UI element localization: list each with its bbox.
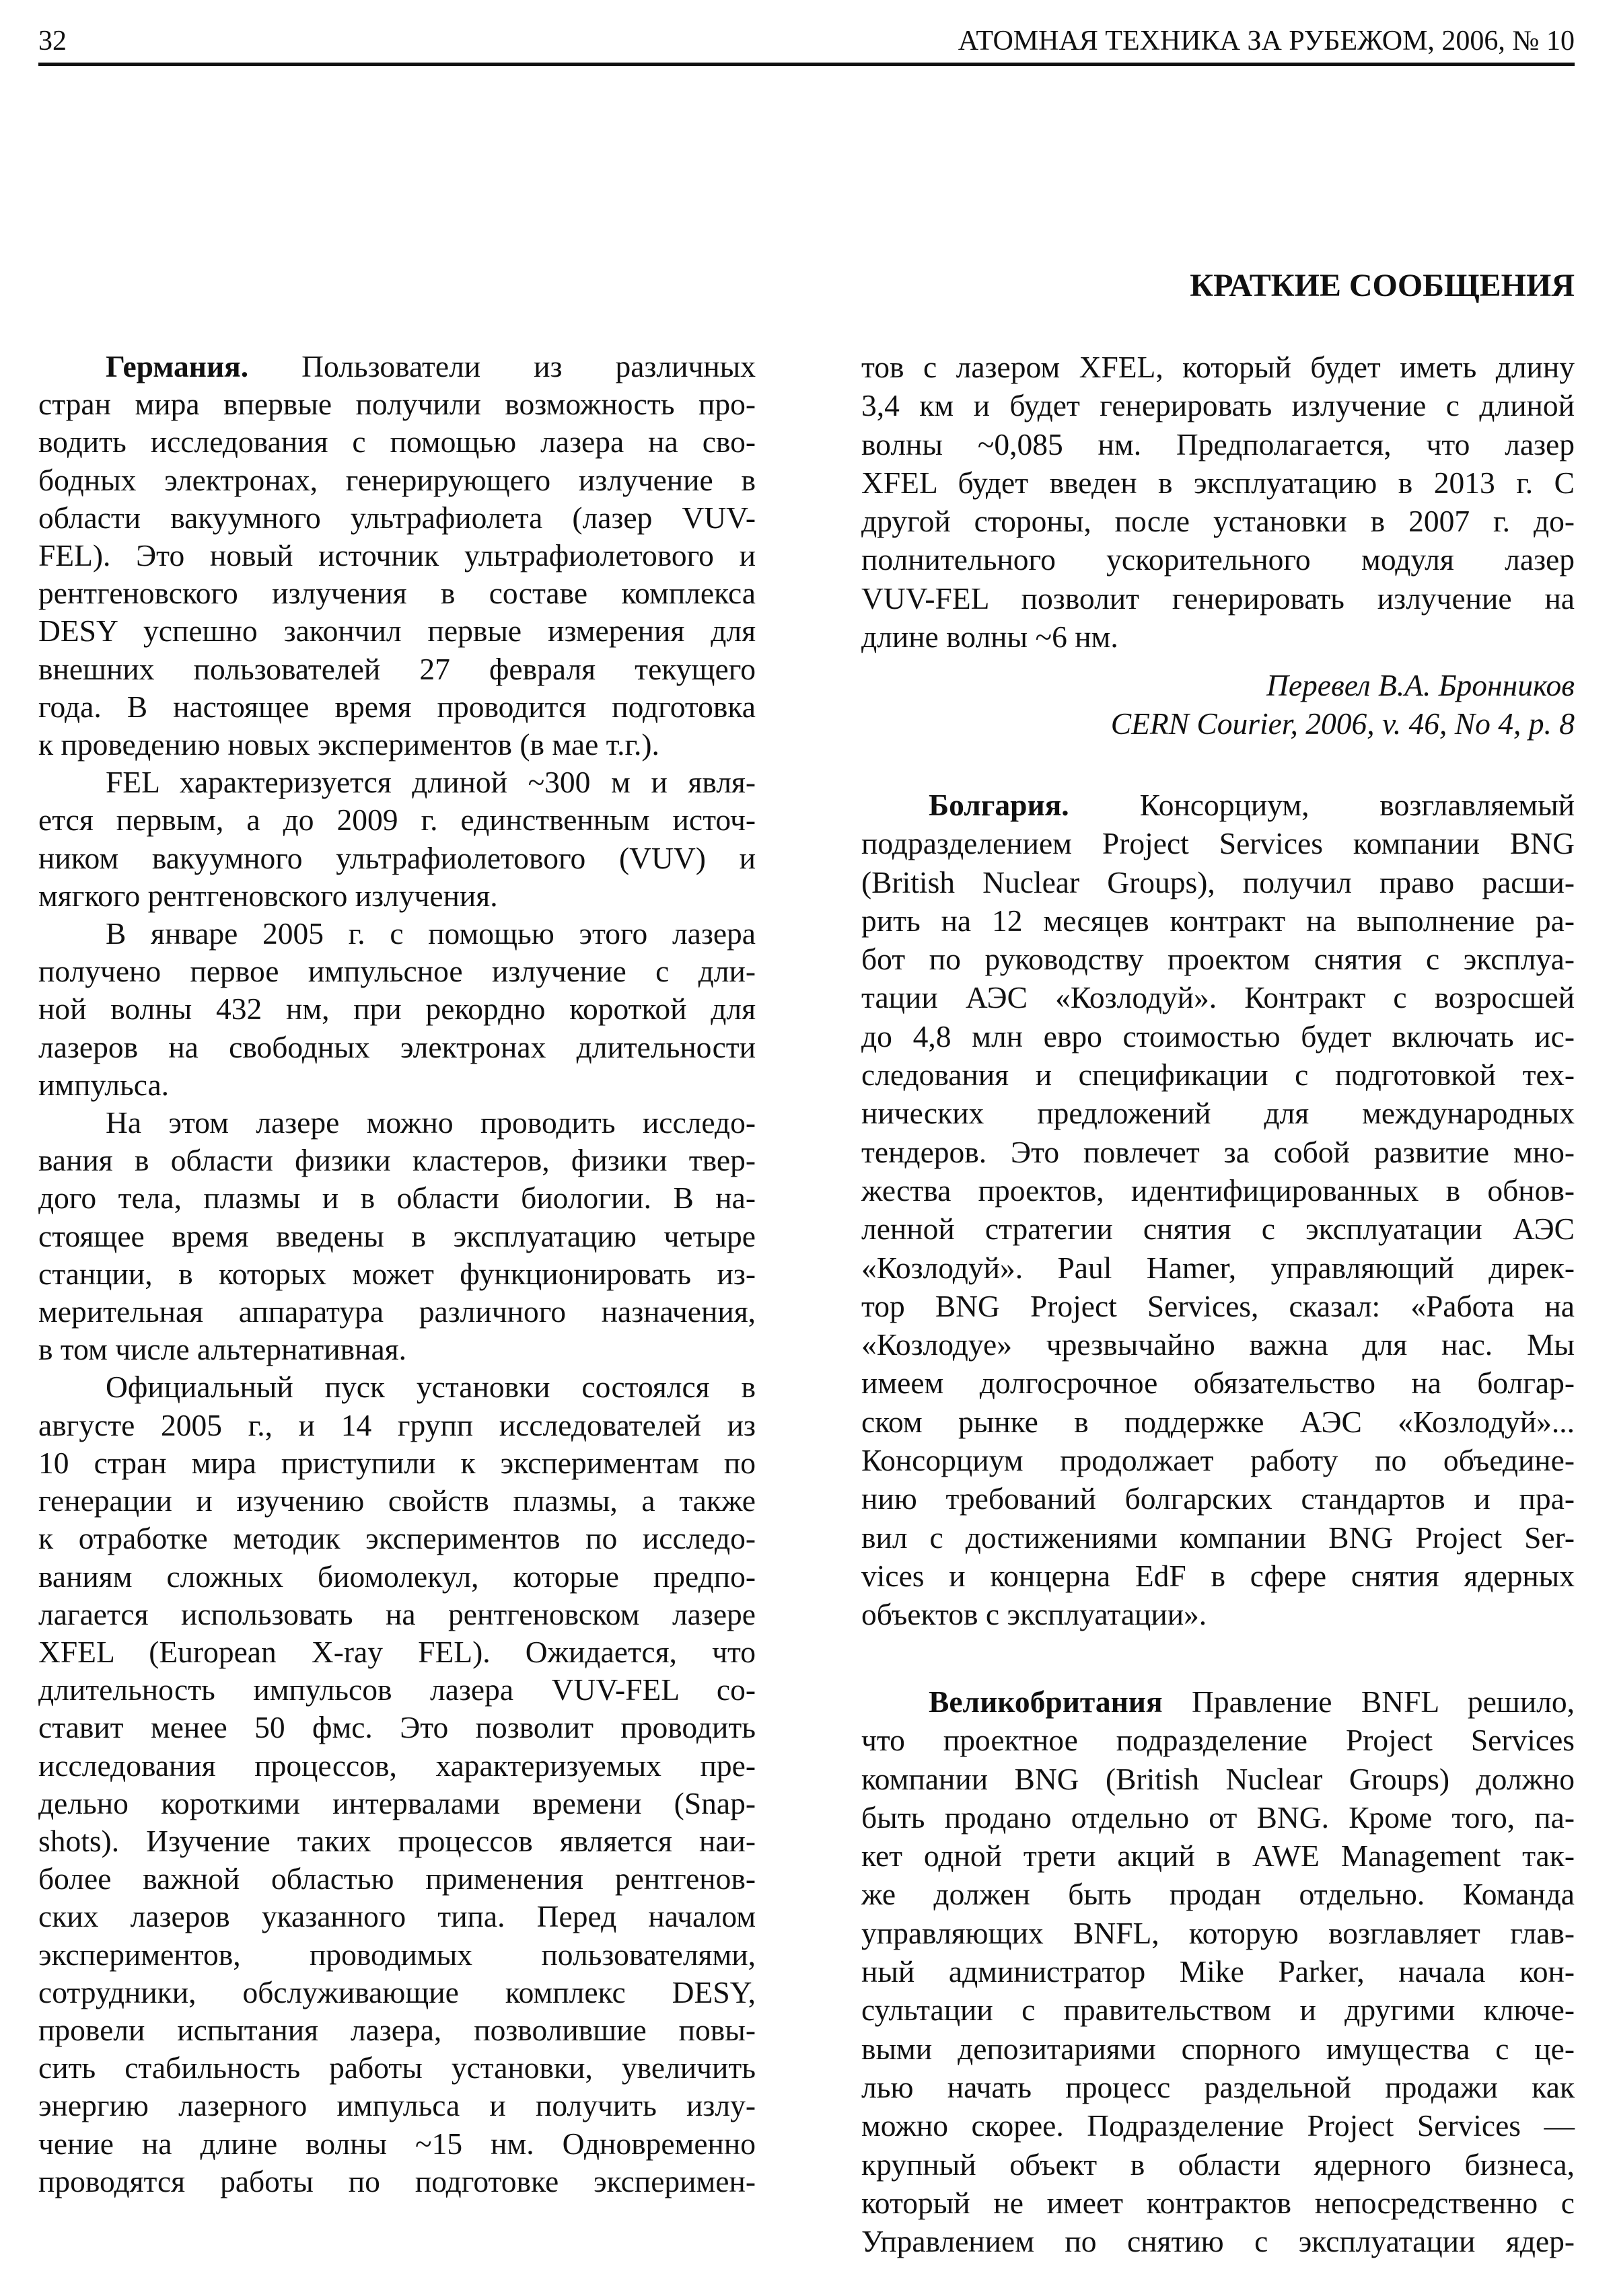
- header-rule: [38, 63, 1575, 66]
- text-line: [38, 840, 756, 877]
- text-line: [38, 1218, 756, 1255]
- line-text: имеем долгосрочное обязательство на болгар-: [861, 1366, 1575, 1401]
- line-text: мерительная аппаратура различного назначения,: [38, 1294, 756, 1329]
- text-line: [38, 1822, 756, 1860]
- text-line: [38, 385, 756, 423]
- text-line: [38, 1029, 756, 1066]
- line-text: объектов с эксплуатации».: [861, 1597, 1207, 1632]
- text-line: [38, 1974, 756, 2011]
- line-text: Пользователи из различных: [301, 349, 756, 383]
- line-text: В январе 2005 г. с помощью этого лазера: [106, 916, 756, 951]
- text-line: [38, 1482, 756, 1520]
- text-line: [861, 2184, 1575, 2222]
- text-line: [38, 348, 756, 385]
- line-text: тации АЭС «Козлодуй». Контракт с возросшей: [861, 980, 1575, 1015]
- text-line: [861, 1210, 1575, 1248]
- text-line: [38, 537, 756, 575]
- text-line: [38, 1633, 756, 1671]
- line-text: сить стабильность работы установки, увеличить: [38, 2050, 756, 2085]
- source-citation: CERN Courier, 2006, v. 46, No 4, p. 8: [1110, 706, 1575, 741]
- text-line: [38, 651, 756, 688]
- line-text: генерации и изучению свойств плазмы, а также: [38, 1483, 756, 1518]
- line-text: в том числе альтернативная.: [38, 1332, 406, 1367]
- text-line: тов с лазером XFEL, который будет иметь длину: [861, 350, 1575, 384]
- line-text: вил с достижениями компании BNG Project Ser-: [861, 1520, 1575, 1555]
- text-line: [861, 1595, 1575, 1633]
- paragraph-lead: Болгария.: [929, 788, 1069, 822]
- text-line: [861, 1721, 1575, 1759]
- line-text: проводятся работы по подготовке эксперимен-: [38, 2163, 756, 2198]
- text-line: [861, 1171, 1575, 1210]
- line-text: FEL). Это новый источник ультрафиолетового и: [38, 538, 756, 573]
- text-line: [38, 1520, 756, 1557]
- line-text: ваниям сложных биомолекул, которые предпо-: [38, 1559, 756, 1594]
- line-text: На этом лазере можно проводить исследо-: [106, 1105, 756, 1140]
- line-text: (British Nuclear Groups), получил право расши-: [861, 864, 1575, 899]
- line-text: «Козлодуе» чрезвычайно важна для нас. Мы: [861, 1327, 1575, 1362]
- line-text: к проведению новых экспериментов (в мае т.г.).: [38, 727, 659, 762]
- text-line: [861, 2030, 1575, 2068]
- line-text: кет одной трети акций в AWE Management так-: [861, 1839, 1575, 1874]
- text-line: [38, 1293, 756, 1331]
- text-line: [861, 1325, 1575, 1364]
- text-line: [38, 953, 756, 990]
- journal-running-title: АТОМНАЯ ТЕХНИКА ЗА РУБЕЖОМ, 2006, № 10: [958, 26, 1575, 57]
- line-text: ском рынке в поддержке АЭС «Козлодуй»...: [861, 1404, 1575, 1439]
- text-line: [38, 1255, 756, 1293]
- text-line: [38, 1671, 756, 1709]
- text-line: [38, 2087, 756, 2124]
- text-line: [38, 1898, 756, 1935]
- text-line: [38, 1936, 756, 1974]
- text-line: [861, 1914, 1575, 1952]
- text-line: [861, 901, 1575, 940]
- line-text: нических предложений для международных: [861, 1096, 1575, 1131]
- line-text: провели испытания лазера, позволившие повы-: [38, 2012, 756, 2047]
- germany-continuation: [861, 348, 1575, 656]
- line-text: стран мира впервые получили возможность про-: [38, 387, 756, 422]
- text-line: [38, 499, 756, 537]
- line-text: крупный объект в области ядерного бизнеса,: [861, 2147, 1575, 2182]
- line-text: тор BNG Project Services, сказал: «Работа на: [861, 1288, 1575, 1323]
- line-text: жества проектов, идентифицированных в обнов-: [861, 1173, 1575, 1208]
- text-line: [861, 2106, 1575, 2145]
- text-line: [861, 1991, 1575, 2029]
- text-line: XFEL будет введен в эксплуатацию в 2013 г. С: [861, 465, 1575, 500]
- line-text: дельно короткими интервалами времени (Snap-: [38, 1785, 756, 1820]
- text-line: волны ~0,085 нм. Предполагается, что лазер: [861, 427, 1575, 461]
- line-text: года. В настоящее время проводится подготовка: [38, 689, 756, 724]
- text-line: [861, 1287, 1575, 1325]
- text-line: [861, 824, 1575, 862]
- line-text: Правление BNFL решило,: [1192, 1684, 1575, 1719]
- text-line: [861, 1133, 1575, 1171]
- line-text: тендеров. Это повлечет за собой развитие мно-: [861, 1134, 1575, 1169]
- line-text: водить исследования с помощью лазера на сво-: [38, 424, 756, 459]
- line-text: 10 стран мира приступили к экспериментам по: [38, 1445, 756, 1480]
- section-title: КРАТКИЕ СООБЩЕНИЯ: [1190, 268, 1575, 303]
- text-line: [861, 1094, 1575, 1132]
- line-text: длительность импульсов лазера VUV-FEL со-: [38, 1672, 756, 1707]
- text-line: [861, 863, 1575, 901]
- line-text: до 4,8 млн евро стоимостью будет включать ис-: [861, 1019, 1575, 1053]
- line-text: ником вакуумного ультрафиолетового (VUV) и: [38, 840, 756, 875]
- text-line: [861, 1479, 1575, 1518]
- text-line: [38, 688, 756, 726]
- line-text: Консорциум, возглавляемый: [1139, 788, 1575, 822]
- line-text: импульса.: [38, 1067, 170, 1102]
- text-line: [861, 2145, 1575, 2184]
- paragraph-lead: Германия.: [106, 349, 249, 383]
- line-text: следования и спецификации с подготовкой тех-: [861, 1058, 1575, 1093]
- text-line: [38, 1785, 756, 1822]
- line-text: лазеров на свободных электронах длительности: [38, 1029, 756, 1064]
- text-line: [38, 1368, 756, 1406]
- text-line: [38, 877, 756, 915]
- text-line: [38, 915, 756, 953]
- line-text: энергию лазерного импульса и получить излу-: [38, 2088, 756, 2123]
- line-text: исследования процессов, характеризуемых пре-: [38, 1748, 756, 1783]
- text-line: [38, 764, 756, 801]
- line-text: экспериментов, проводимых пользователями,: [38, 1937, 756, 1972]
- text-line: [861, 1760, 1575, 1798]
- bulgaria-article: [861, 786, 1575, 1634]
- text-line: [38, 1179, 756, 1217]
- line-text: FEL характеризуется длиной ~300 м и явля-: [106, 765, 756, 800]
- line-text: стоящее время введены в эксплуатацию четыре: [38, 1218, 756, 1253]
- text-line: 3,4 км и будет генерировать излучение с длиной: [861, 388, 1575, 423]
- line-text: бодных электронах, генерирующего излучение в: [38, 462, 756, 497]
- line-text: что проектное подразделение Project Services: [861, 1723, 1575, 1758]
- text-line: [861, 1403, 1575, 1441]
- text-line: [38, 1142, 756, 1179]
- line-text: ских лазеров указанного типа. Перед началом: [38, 1899, 756, 1934]
- text-line: [38, 612, 756, 650]
- line-text: внешних пользователей 27 февраля текущего: [38, 651, 756, 686]
- text-line: [861, 1249, 1575, 1287]
- text-line: [861, 1875, 1575, 1913]
- text-line: [38, 2125, 756, 2163]
- line-text: XFEL (European X-ray FEL). Ожидается, что: [38, 1634, 756, 1669]
- text-line: [861, 1441, 1575, 1479]
- line-text: ется первым, а до 2009 г. единственным источ-: [38, 803, 756, 838]
- text-line: [861, 2222, 1575, 2260]
- line-text: августе 2005 г., и 14 групп исследователей из: [38, 1407, 756, 1442]
- text-line: [861, 1952, 1575, 1991]
- text-line: [861, 1837, 1575, 1875]
- line-text: лью начать процесс раздельной продажи как: [861, 2069, 1575, 2104]
- line-text: лагается использовать на рентгеновском лазере: [38, 1596, 756, 1631]
- text-line: [861, 940, 1575, 978]
- text-line: [861, 1518, 1575, 1557]
- text-line: [38, 1104, 756, 1142]
- line-text: быть продано отдельно от BNG. Кроме того, па-: [861, 1800, 1575, 1835]
- text-line: [861, 1557, 1575, 1595]
- text-line: [38, 423, 756, 461]
- text-line: [861, 1798, 1575, 1837]
- translator-credit: Перевел В.А. Бронников: [1266, 668, 1575, 702]
- text-line: [38, 2011, 756, 2049]
- text-line: [38, 1444, 756, 1482]
- uk-article: [861, 1682, 1575, 2260]
- line-text: бот по руководству проектом снятия с эксплуа-: [861, 942, 1575, 977]
- line-text: рить на 12 месяцев контракт на выполнение ра-: [861, 903, 1575, 938]
- text-line: [861, 786, 1575, 824]
- line-text: управляющих BNFL, которую возглавляет глав-: [861, 1915, 1575, 1950]
- text-line: VUV-FEL позволит генерировать излучение на: [861, 581, 1575, 616]
- text-line: [38, 1407, 756, 1444]
- text-line: [861, 1364, 1575, 1402]
- line-text: мягкого рентгеновского излучения.: [38, 878, 498, 913]
- line-text: который не имеет контрактов непосредственно с: [861, 2185, 1575, 2220]
- text-line: [38, 1709, 756, 1746]
- line-text: сультации с правительством и другими ключе-: [861, 1993, 1575, 2028]
- page-number: 32: [38, 26, 67, 57]
- line-text: DESY успешно закончил первые измерения для: [38, 614, 756, 649]
- line-text: чение на длине волны ~15 нм. Одновременно: [38, 2126, 756, 2161]
- line-text: станции, в которых может функционировать из-: [38, 1256, 756, 1291]
- line-text: vices и концерна EdF в сфере снятия ядерных: [861, 1558, 1575, 1593]
- line-text: нию требований болгарских стандартов и пра-: [861, 1481, 1575, 1516]
- text-line: [38, 990, 756, 1028]
- text-line: длине волны ~6 нм.: [861, 620, 1118, 655]
- line-text: более важной областью применения рентгенов-: [38, 1861, 756, 1896]
- line-text: Официальный пуск установки состоялся в: [106, 1370, 756, 1405]
- text-line: [38, 1066, 756, 1104]
- paragraph-lead: Великобритания: [929, 1684, 1163, 1719]
- line-text: shots). Изучение таких процессов является наи-: [38, 1823, 756, 1858]
- text-line: [38, 801, 756, 839]
- text-line: [38, 2163, 756, 2200]
- line-text: области вакуумного ультрафиолета (лазер VUV-: [38, 500, 756, 535]
- line-text: можно скорее. Подразделение Project Services —: [861, 2108, 1575, 2143]
- text-line: [861, 2068, 1575, 2106]
- text-line: [38, 575, 756, 612]
- line-text: подразделением Project Services компании BNG: [861, 826, 1575, 861]
- line-text: ленной стратегии снятия с эксплуатации АЭС: [861, 1212, 1575, 1247]
- line-text: получено первое импульсное излучение с дли-: [38, 954, 756, 989]
- line-text: вания в области физики кластеров, физики твер-: [38, 1143, 756, 1178]
- text-line: [38, 2049, 756, 2087]
- text-line: [861, 1056, 1575, 1094]
- text-line: [861, 978, 1575, 1016]
- line-text: компании BNG (British Nuclear Groups) должно: [861, 1761, 1575, 1796]
- left-column: [38, 348, 756, 2200]
- text-line: [38, 1860, 756, 1898]
- line-text: сотрудники, обслуживающие комплекс DESY,: [38, 1974, 756, 2009]
- text-line: другой стороны, после установки в 2007 г. до-: [861, 504, 1575, 539]
- line-text: же должен быть продан отдельно. Команда: [861, 1877, 1575, 1912]
- text-line: [38, 1596, 756, 1633]
- text-line: [861, 1017, 1575, 1056]
- text-line: [38, 1558, 756, 1596]
- article-signature: [861, 666, 1575, 743]
- text-line: [38, 1331, 756, 1368]
- text-line: [861, 1682, 1575, 1721]
- text-line: [38, 461, 756, 499]
- text-line: [38, 726, 756, 764]
- line-text: к отработке методик экспериментов по исследо-: [38, 1521, 756, 1556]
- line-text: ный администратор Mike Parker, начала кон-: [861, 1954, 1575, 1989]
- line-text: дого тела, плазмы и в области биологии. В на-: [38, 1181, 756, 1216]
- line-text: выми депозитариями спорного имущества с це-: [861, 2031, 1575, 2066]
- text-line: [38, 1747, 756, 1785]
- line-text: Управлением по снятию с эксплуатации ядер-: [861, 2224, 1575, 2259]
- line-text: «Козлодуй». Paul Hamer, управляющий дирек-: [861, 1250, 1575, 1285]
- text-line: полнительного ускорительного модуля лазер: [861, 542, 1575, 577]
- line-text: рентгеновского излучения в составе комплекса: [38, 576, 756, 611]
- line-text: ставит менее 50 фмс. Это позволит проводить: [38, 1710, 756, 1745]
- line-text: ной волны 432 нм, при рекордно короткой для: [38, 992, 756, 1027]
- line-text: Консорциум продолжает работу по объедине-: [861, 1443, 1575, 1478]
